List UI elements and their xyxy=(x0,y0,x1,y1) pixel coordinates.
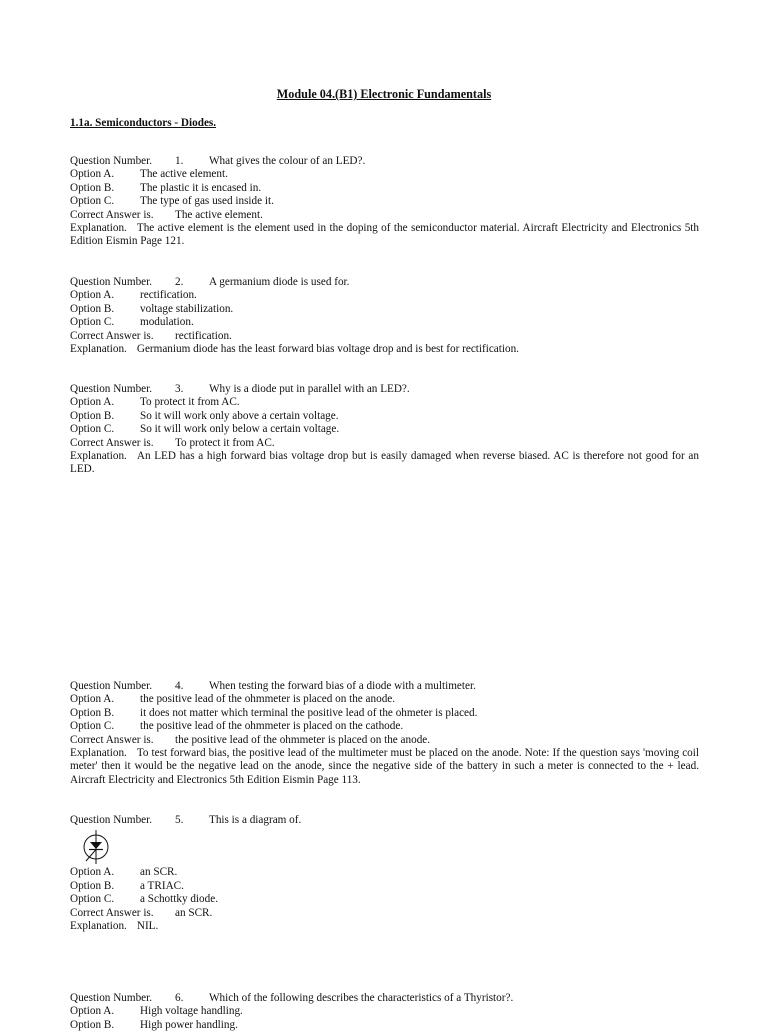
explanation-text: NIL. xyxy=(136,919,159,932)
option-a-row xyxy=(70,866,699,879)
correct-answer-text: The active element. xyxy=(175,208,263,221)
explanation xyxy=(70,747,699,787)
correct-answer-row xyxy=(70,907,699,920)
option-a-text: To protect it from AC. xyxy=(140,396,240,409)
question-number-label: Question Number. xyxy=(70,680,153,692)
question-text: Which of the following describes the characteristics of a Thyristor?. xyxy=(209,992,514,1004)
question-block xyxy=(70,383,699,477)
explanation xyxy=(70,222,699,249)
correct-answer-text: To protect it from AC. xyxy=(175,436,275,449)
option-c-label: Option C. xyxy=(70,195,115,208)
scr-symbol-diagram xyxy=(76,830,116,864)
question-number: 4. xyxy=(175,680,184,692)
option-b-label: Option B. xyxy=(70,879,115,892)
option-b-row xyxy=(70,880,699,893)
question-text: A germanium diode is used for. xyxy=(209,276,350,288)
option-a-row xyxy=(70,168,699,181)
option-c-text: a Schottky diode. xyxy=(140,893,218,906)
question-block xyxy=(70,814,699,933)
option-a-row xyxy=(70,289,699,302)
question-number: 1. xyxy=(175,155,184,167)
section-title: 1.1a. Semiconductors - Diodes. xyxy=(70,117,217,129)
option-a-text: the positive lead of the ohmmeter is placed on the anode. xyxy=(140,693,396,706)
correct-answer-text: rectification. xyxy=(175,329,232,342)
question-number: 2. xyxy=(175,276,184,288)
option-b-label: Option B. xyxy=(70,409,115,422)
option-c-row xyxy=(70,720,699,733)
option-c-label: Option C. xyxy=(70,720,115,733)
question-text: This is a diagram of. xyxy=(209,814,302,826)
question-number-label: Question Number. xyxy=(70,383,153,395)
question-number-label: Question Number. xyxy=(70,992,153,1004)
option-b-text: voltage stabilization. xyxy=(140,302,234,315)
question-text: When testing the forward bias of a diode with a multimeter. xyxy=(209,680,476,692)
option-b-text: it does not matter which terminal the positive lead of the ohmeter is placed. xyxy=(140,706,478,719)
correct-answer-row xyxy=(70,209,699,222)
question-block xyxy=(70,155,699,249)
option-c-row xyxy=(70,195,699,208)
option-c-row xyxy=(70,423,699,436)
question-number-label: Question Number. xyxy=(70,155,153,167)
option-b-text: The plastic it is encased in. xyxy=(140,181,262,194)
question-row xyxy=(70,992,699,1005)
option-b-label: Option B. xyxy=(70,1018,115,1031)
option-b-row xyxy=(70,410,699,423)
explanation-text: To test forward bias, the positive lead of the multimeter must be placed on the anode. Note: If the question says 'moving coil meter' then it would be the negative lead on the anode, since the negative side of the battery in such a meter is connected to the + lead. Aircraft Electricity and Electronics 5th Edition Eismin Page 113. xyxy=(70,746,699,786)
option-a-row xyxy=(70,693,699,706)
question-number: 6. xyxy=(175,992,184,1004)
option-c-text: The type of gas used inside it. xyxy=(140,195,274,208)
correct-answer-label: Correct Answer is. xyxy=(70,733,154,746)
option-b-text: High power handling. xyxy=(140,1018,238,1031)
question-block xyxy=(70,276,699,356)
correct-answer-row xyxy=(70,437,699,450)
correct-answer-label: Correct Answer is. xyxy=(70,329,154,342)
explanation-text: Germanium diode has the least forward bias voltage drop and is best for rectification. xyxy=(136,342,519,355)
option-b-label: Option B. xyxy=(70,706,115,719)
question-row xyxy=(70,155,699,168)
question-block xyxy=(70,992,699,1032)
option-b-row xyxy=(70,1019,699,1032)
option-c-label: Option C. xyxy=(70,423,115,436)
question-text: Why is a diode put in parallel with an LED?. xyxy=(209,383,410,395)
explanation-label: Explanation. xyxy=(70,342,127,355)
explanation-label: Explanation. xyxy=(70,449,127,462)
option-a-label: Option A. xyxy=(70,1005,115,1018)
option-b-row xyxy=(70,303,699,316)
correct-answer-label: Correct Answer is. xyxy=(70,906,154,919)
question-number: 5. xyxy=(175,814,184,826)
question-row xyxy=(70,680,699,693)
question-row xyxy=(70,814,699,827)
correct-answer-label: Correct Answer is. xyxy=(70,436,154,449)
option-c-row xyxy=(70,893,699,906)
option-b-label: Option B. xyxy=(70,181,115,194)
correct-answer-row xyxy=(70,734,699,747)
scr-symbol-icon xyxy=(76,830,116,864)
question-number-label: Question Number. xyxy=(70,814,153,826)
option-c-label: Option C. xyxy=(70,316,115,329)
correct-answer-label: Correct Answer is. xyxy=(70,208,154,221)
option-a-label: Option A. xyxy=(70,168,115,181)
question-text: What gives the colour of an LED?. xyxy=(209,155,366,167)
option-a-text: an SCR. xyxy=(140,866,178,879)
option-a-row xyxy=(70,1005,699,1018)
correct-answer-text: the positive lead of the ohmmeter is placed on the anode. xyxy=(175,733,431,746)
question-block xyxy=(70,680,699,787)
explanation-label: Explanation. xyxy=(70,221,127,234)
question-number: 3. xyxy=(175,383,184,395)
option-a-label: Option A. xyxy=(70,693,115,706)
option-b-text: So it will work only above a certain voltage. xyxy=(140,409,339,422)
option-c-text: the positive lead of the ohmmeter is placed on the cathode. xyxy=(140,720,404,733)
option-c-row xyxy=(70,316,699,329)
explanation xyxy=(70,343,699,356)
question-number-label: Question Number. xyxy=(70,276,153,288)
explanation-text: The active element is the element used in the doping of the semiconductor material. Aircraft Electricity and Electronics 5th Edition Eismin Page 121. xyxy=(70,221,699,248)
option-a-row xyxy=(70,396,699,409)
option-a-label: Option A. xyxy=(70,396,115,409)
option-b-text: a TRIAC. xyxy=(140,879,184,892)
explanation-label: Explanation. xyxy=(70,746,127,759)
option-b-row xyxy=(70,182,699,195)
question-row xyxy=(70,276,699,289)
option-a-label: Option A. xyxy=(70,866,115,879)
option-b-label: Option B. xyxy=(70,302,115,315)
question-row xyxy=(70,383,699,396)
explanation-text: An LED has a high forward bias voltage drop but is easily damaged when reverse biased. AC is therefore not good for an LED. xyxy=(70,449,699,476)
option-b-row xyxy=(70,707,699,720)
option-a-text: High voltage handling. xyxy=(140,1005,243,1018)
explanation-label: Explanation. xyxy=(70,919,127,932)
option-c-label: Option C. xyxy=(70,893,115,906)
option-c-text: So it will work only below a certain voltage. xyxy=(140,423,340,436)
option-c-text: modulation. xyxy=(140,316,194,329)
explanation xyxy=(70,450,699,477)
correct-answer-row xyxy=(70,330,699,343)
option-a-text: rectification. xyxy=(140,289,197,302)
module-title: Module 04.(B1) Electronic Fundamentals xyxy=(276,87,492,101)
option-a-label: Option A. xyxy=(70,289,115,302)
option-a-text: The active element. xyxy=(140,168,228,181)
correct-answer-text: an SCR. xyxy=(175,906,213,919)
explanation xyxy=(70,920,699,933)
